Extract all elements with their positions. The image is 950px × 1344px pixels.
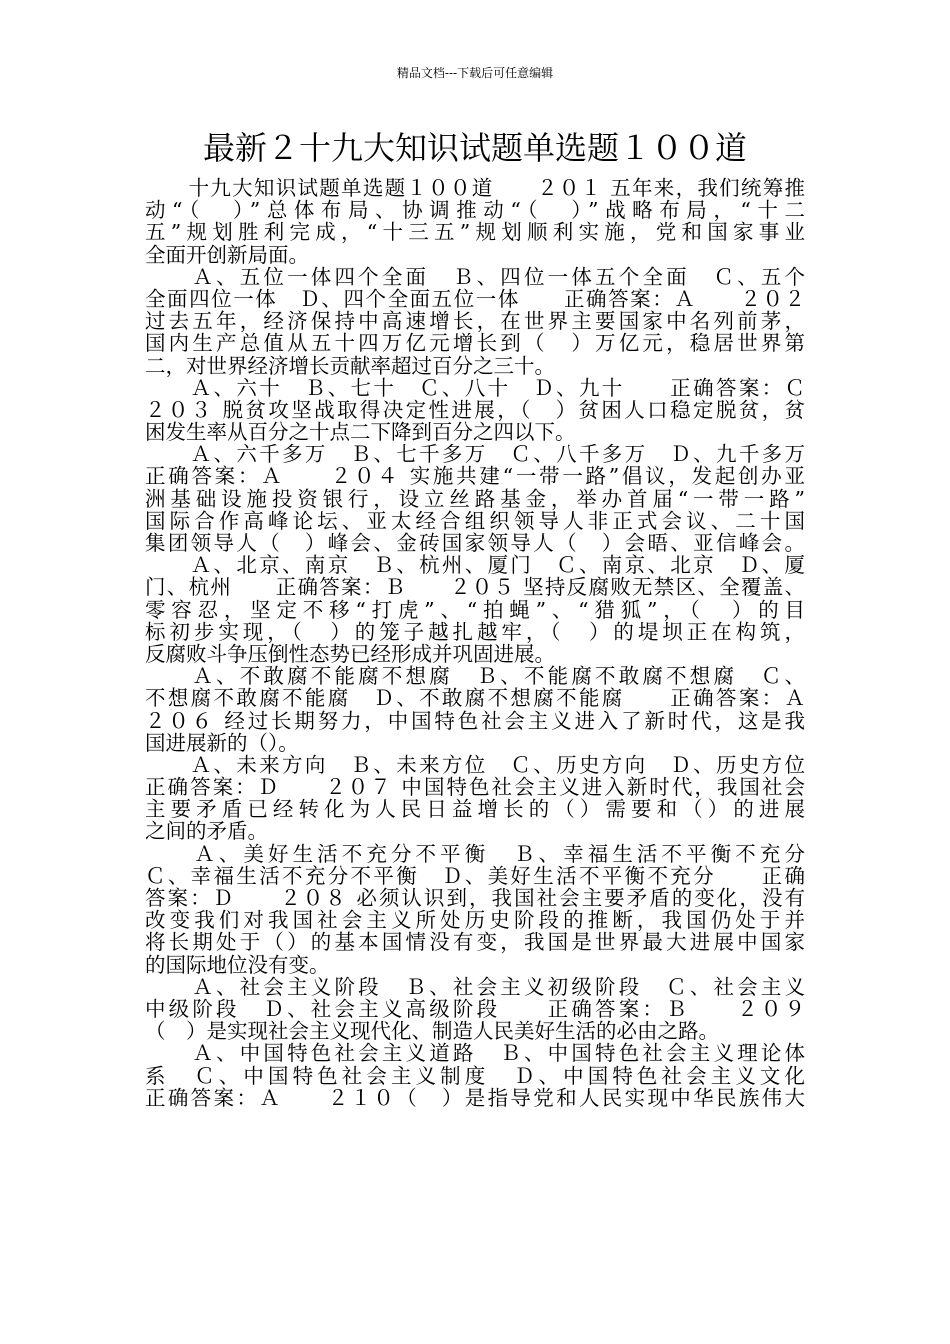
text-line: 集团领导人（ ）峰会、金砖国家领导人（ ）会晤、亚信峰会。 xyxy=(145,532,805,555)
text-line: 零容忍，坚定不移“打虎”、“拍蝇”、“猎狐”，（ ）的目 xyxy=(145,598,805,621)
text-line: 系 Ｃ、中国特色社会主义制度 Ｄ、中国特色社会主义文化 xyxy=(145,1064,805,1087)
text-line: 十九大知识试题单选题１００道 ２０１ 五年来，我们统筹推 xyxy=(145,177,805,200)
text-line: Ａ、北京、南京 Ｂ、杭州、厦门 Ｃ、南京、北京 Ｄ、厦 xyxy=(145,554,805,577)
text-line: 之间的矛盾。 xyxy=(145,820,268,843)
text-line: 全面开创新局面。 xyxy=(145,243,309,266)
text-line: Ａ、社会主义阶段 Ｂ、社会主义初级阶段 Ｃ、社会主义 xyxy=(145,975,805,998)
text-line: 全面四位一体 Ｄ、四个全面五位一体 正确答案：Ａ ２０２ xyxy=(145,287,805,311)
text-line: 正确答案：Ａ ２０４ 实施共建“一带一路”倡议，发起创办亚 xyxy=(145,465,805,488)
text-line: Ａ、不敢腐不能腐不想腐 Ｂ、不能腐不敢腐不想腐 Ｃ、 xyxy=(145,665,805,688)
text-line: Ａ、美好生活不充分不平衡 Ｂ、幸福生活不平衡不充分 xyxy=(145,842,805,865)
text-line: Ａ、六十 Ｂ、七十 Ｃ、八十 Ｄ、九十 正确答案：Ｃ xyxy=(145,376,805,399)
text-line: 的国际地位没有变。 xyxy=(145,953,330,976)
text-line: 改变我们对我国社会主义所处历史阶段的推断，我国仍处于并 xyxy=(145,909,805,932)
text-line: Ａ、中国特色社会主义道路 Ｂ、中国特色社会主义理论体 xyxy=(145,1042,805,1065)
text-line: 动“（ ）”总体布局、协调推动“（ ）”战略布局，“十二 xyxy=(145,199,805,222)
text-line: 五”规划胜利完成，“十三五”规划顺利实施，党和国家事业 xyxy=(145,221,805,244)
text-line: 主要矛盾已经转化为人民日益增长的（）需要和（）的进展 xyxy=(145,798,805,821)
text-line: Ｃ、幸福生活不充分不平衡 Ｄ、美好生活不平衡不充分 正确 xyxy=(145,864,805,887)
text-line: 正确答案：Ａ ２１０（ ）是指导党和人民实现中华民族伟大 xyxy=(145,1086,805,1109)
text-line: ２０３ 脱贫攻坚战取得决定性进展，（ ）贫困人口稳定脱贫，贫 xyxy=(145,398,805,422)
text-line: 正确答案：Ｄ ２０７ 中国特色社会主义进入新时代，我国社会 xyxy=(145,776,805,799)
text-line: （ ）是实现社会主义现代化、制造人民美好生活的必由之路。 xyxy=(145,1020,719,1043)
document-title: 最新２十九大知识试题单选题１００道 xyxy=(202,129,747,167)
text-line: 过去五年，经济保持中高速增长，在世界主要国家中名列前茅， xyxy=(145,310,805,333)
text-line: 标初步实现，（ ）的笼子越扎越牢，（ ）的堤坝正在构筑， xyxy=(145,620,805,643)
text-line: 洲基础设施投资银行，设立丝路基金，举办首届“一带一路” xyxy=(145,487,805,510)
document-body xyxy=(145,177,805,1109)
text-line: 国内生产总值从五十四万亿元增长到（ ）万亿元，稳居世界第 xyxy=(145,332,805,355)
text-line: Ａ、五位一体四个全面 Ｂ、四位一体五个全面 Ｃ、五个 xyxy=(145,265,805,288)
text-line: ２０６ 经过长期努力，中国特色社会主义进入了新时代，这是我 xyxy=(145,709,805,732)
text-line: 二，对世界经济增长贡献率超过百分之三十。 xyxy=(145,354,555,377)
text-line: 答案：Ｄ ２０８ 必须认识到，我国社会主要矛盾的变化，没有 xyxy=(145,887,805,910)
text-line: 门、杭州 正确答案：Ｂ ２０５ 坚持反腐败无禁区、全覆盖、 xyxy=(145,576,805,599)
text-line: Ａ、未来方向 Ｂ、未来方位 Ｃ、历史方向 Ｄ、历史方位 xyxy=(145,753,805,777)
text-line: 国际合作高峰论坛、亚太经合组织领导人非正式会议、二十国 xyxy=(145,509,805,532)
text-line: 反腐败斗争压倒性态势已经形成并巩固进展。 xyxy=(145,642,555,666)
page-header: 精品文档---下载后可任意编辑 xyxy=(396,66,554,80)
text-line: 不想腐不敢腐不能腐 Ｄ、不敢腐不想腐不能腐 正确答案：Ａ xyxy=(145,687,805,710)
text-line: 中级阶段 Ｄ、社会主义高级阶段 正确答案：Ｂ ２０９ xyxy=(145,997,805,1021)
text-line: Ａ、六千多万 Ｂ、七千多万 Ｃ、八千多万 Ｄ、九千多万 xyxy=(145,443,805,466)
text-line: 困发生率从百分之十点二下降到百分之四以下。 xyxy=(145,421,576,444)
text-line: 将长期处于（）的基本国情没有变，我国是世界最大进展中国家 xyxy=(145,931,805,954)
text-line: 国进展新的（）。 xyxy=(145,731,299,754)
